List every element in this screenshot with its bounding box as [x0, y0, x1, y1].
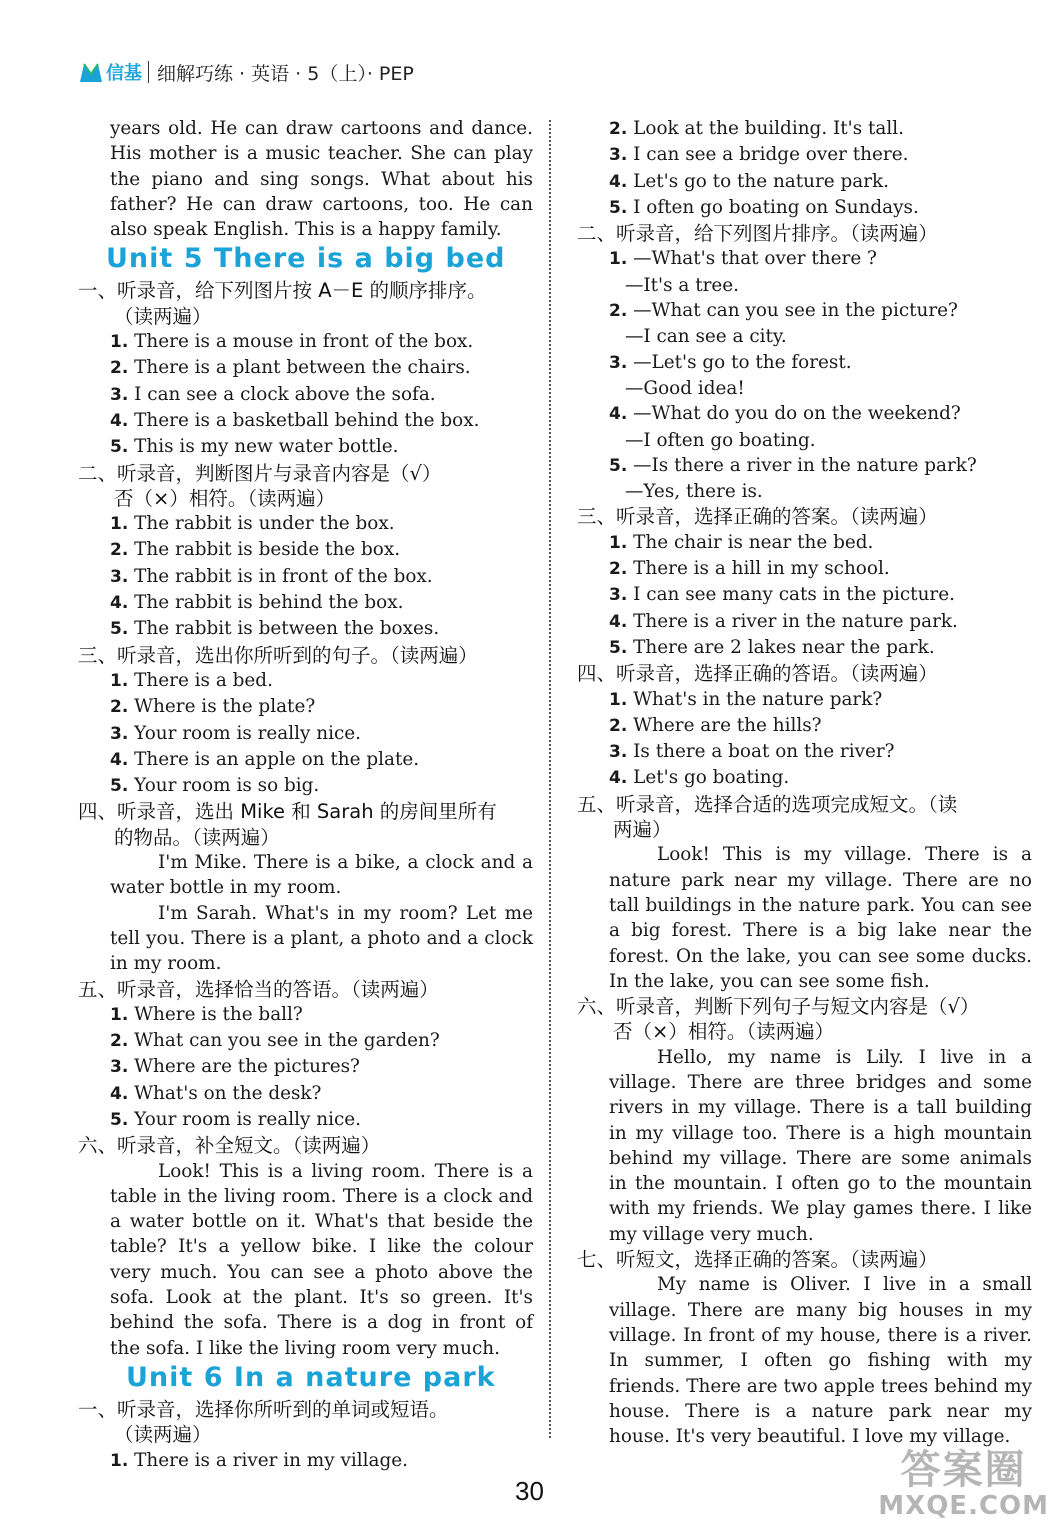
- u6-s5-heading: 五、听录音，选择合适的选项完成短文。（读 两遍）: [577, 792, 958, 842]
- unit6-title: Unit 6 In a nature park: [126, 1361, 496, 1393]
- list-item: 5. This is my new water bottle.: [110, 436, 399, 458]
- dialog-item: 2. —What can you see in the picture? —I can see a city.: [609, 300, 958, 348]
- column-divider: [549, 120, 551, 1438]
- list-item: 4. There is a basketball behind the box.: [110, 409, 480, 431]
- list-item: 2. What can you see in the garden?: [110, 1030, 440, 1052]
- list-item: 1. Where is the ball?: [110, 1003, 303, 1025]
- u6-s2-heading: 二、听录音，给下列图片排序。（读两遍）: [577, 222, 938, 246]
- u5-s5-heading: 五、听录音，选择恰当的答语。（读两遍）: [78, 977, 439, 1001]
- mike-paragraph: I'm Mike. There is a bike, a clock and a water bottle in my room.: [110, 852, 533, 899]
- list-item: 4. What's on the desk?: [110, 1082, 322, 1104]
- u6-s4-heading: 四、听录音，选择正确的答语。（读两遍）: [577, 662, 938, 686]
- living-room-paragraph: Look! This is a living room. There is a table in the living room. There is a clock and a water bottle on it. What's that beside the table? It's a yellow bike. I like the colour very much. You can see a photo above the sofa. Look at the plant. It's so green. It's behind the sofa. There is a dog in front of the sofa. I like the living room very much.: [110, 1160, 533, 1359]
- list-item: 3. I can see many cats in the picture.: [609, 584, 955, 606]
- u6-s1-heading: 一、听录音，选择你所听到的单词或短语。 （读两遍）: [78, 1397, 449, 1447]
- list-item: 4. Let's go boating.: [609, 767, 790, 789]
- watermark: [878, 1448, 1049, 1520]
- list-item: 4. Let's go to the nature park.: [609, 170, 890, 192]
- u5-s3-heading: 三、听录音，选出你所听到的句子。（读两遍）: [78, 643, 478, 667]
- watermark-en: MXQE.COM: [878, 1491, 1049, 1521]
- list-item: 5. Your room is so big.: [110, 775, 320, 797]
- u6-s7-heading: 七、听短文，选择正确的答案。（读两遍）: [577, 1248, 938, 1272]
- brand-name: 信基: [106, 63, 142, 84]
- list-item: 3. The rabbit is in front of the box.: [110, 565, 433, 587]
- list-item: 1. There is a river in my village.: [110, 1449, 408, 1471]
- list-item: 1. There is a mouse in front of the box.: [110, 331, 474, 353]
- list-item: 4. There is a river in the nature park.: [609, 610, 958, 632]
- header-divider: [148, 61, 149, 83]
- list-item: 3. I can see a bridge over there.: [609, 144, 909, 166]
- u6-s6-heading: 六、听录音，判断下列句子与短文内容是（√） 否（×）相符。（读两遍）: [577, 995, 980, 1044]
- list-item: 5. The rabbit is between the boxes.: [110, 618, 440, 640]
- lily-paragraph: Hello, my name is Lily. I live in a village. There are three bridges and some rivers in my village. There is a tall building in my village too. There is a high mountain behind my village. There are some animals in the mountain. I often go to the mountain with my friends. We play games there. I like my village very much.: [609, 1046, 1032, 1245]
- unit5-title: Unit 5 There is a big bed: [106, 243, 506, 275]
- list-item: 2. Where are the hills?: [609, 714, 822, 736]
- sarah-paragraph: I'm Sarah. What's in my room? Let me tell you. There is a plant, a photo and a clock in my room.: [110, 902, 533, 975]
- list-item: 5. Your room is really nice.: [110, 1108, 362, 1130]
- list-item: 2. The rabbit is beside the box.: [110, 539, 401, 561]
- list-item: 4. There is an apple on the plate.: [110, 748, 420, 770]
- left-column: [78, 116, 533, 1474]
- dialog-item: 4. —What do you do on the weekend? —I often go boating.: [609, 403, 961, 451]
- u5-s2-heading: 二、听录音，判断图片与录音内容是（√） 否（×）相符。（读两遍）: [78, 461, 442, 510]
- list-item: 2. There is a hill in my school.: [609, 558, 890, 580]
- list-item: 1. There is a bed.: [110, 669, 273, 691]
- list-item: 5. I often go boating on Sundays.: [609, 196, 919, 218]
- list-item: 3. Where are the pictures?: [110, 1056, 360, 1078]
- list-item: 1. The rabbit is under the box.: [110, 513, 395, 535]
- dialog-item: 5. —Is there a river in the nature park? —Yes, there is.: [609, 454, 977, 503]
- u5-s1-heading: 一、听录音，给下列图片按 A－E 的顺序排序。 （读两遍）: [78, 279, 487, 328]
- dialog-item: 1. —What's that over there ? —It's a tree.: [609, 248, 877, 296]
- logo-icon: [78, 60, 104, 84]
- list-item: 1. The chair is near the bed.: [609, 531, 874, 553]
- list-item: 5. There are 2 lakes near the park.: [609, 636, 935, 658]
- publisher-logo: [78, 59, 142, 85]
- page-number: 30: [515, 1476, 544, 1506]
- u6-s3-heading: 三、听录音，选择正确的答案。（读两遍）: [577, 505, 938, 529]
- list-item: 2. Look at the building. It's tall.: [609, 118, 904, 139]
- u5-s6-heading: 六、听录音，补全短文。（读两遍）: [78, 1134, 381, 1158]
- list-item: 3. Your room is really nice.: [110, 722, 362, 744]
- list-item: 4. The rabbit is behind the box.: [110, 592, 404, 614]
- list-item: 2. There is a plant between the chairs.: [110, 357, 471, 379]
- watermark-cn: 答案圈: [900, 1447, 1027, 1493]
- list-item: 2. Where is the plate?: [110, 696, 316, 718]
- list-item: 3. Is there a boat on the river?: [609, 741, 895, 763]
- page-header: [78, 56, 414, 88]
- intro-paragraph: years old. He can draw cartoons and dance. His mother is a music teacher. She can play the piano and sing songs. What about his father? He can draw cartoons, too. He can also speak English. This is a happy family.: [110, 118, 533, 241]
- village-paragraph: Look! This is my village. There is a nature park near my village. There are no tall buildings in the nature park. You can see a big forest. There is a big lake near the forest. On the lake, you can see some ducks. In the lake, you can see some fish.: [609, 844, 1032, 992]
- list-item: 3. I can see a clock above the sofa.: [110, 383, 436, 405]
- dialog-item: 3. —Let's go to the forest. —Good idea!: [609, 351, 852, 399]
- book-title: 细解巧练 · 英语 · 5（上）· PEP: [157, 62, 414, 85]
- u5-s4-heading: 四、听录音，选出 Mike 和 Sarah 的房间里所有 的物品。（读两遍）: [78, 800, 497, 849]
- right-column: [577, 116, 1032, 1449]
- oliver-paragraph: My name is Oliver. I live in a small village. There are many big houses in my village. In front of my house, there is a river. In summer, I often go fishing with my friends. There are two apple trees behind my house. There is a nature park near my house. It's very beautiful. I love my village.: [609, 1274, 1032, 1448]
- list-item: 1. What's in the nature park?: [609, 688, 883, 710]
